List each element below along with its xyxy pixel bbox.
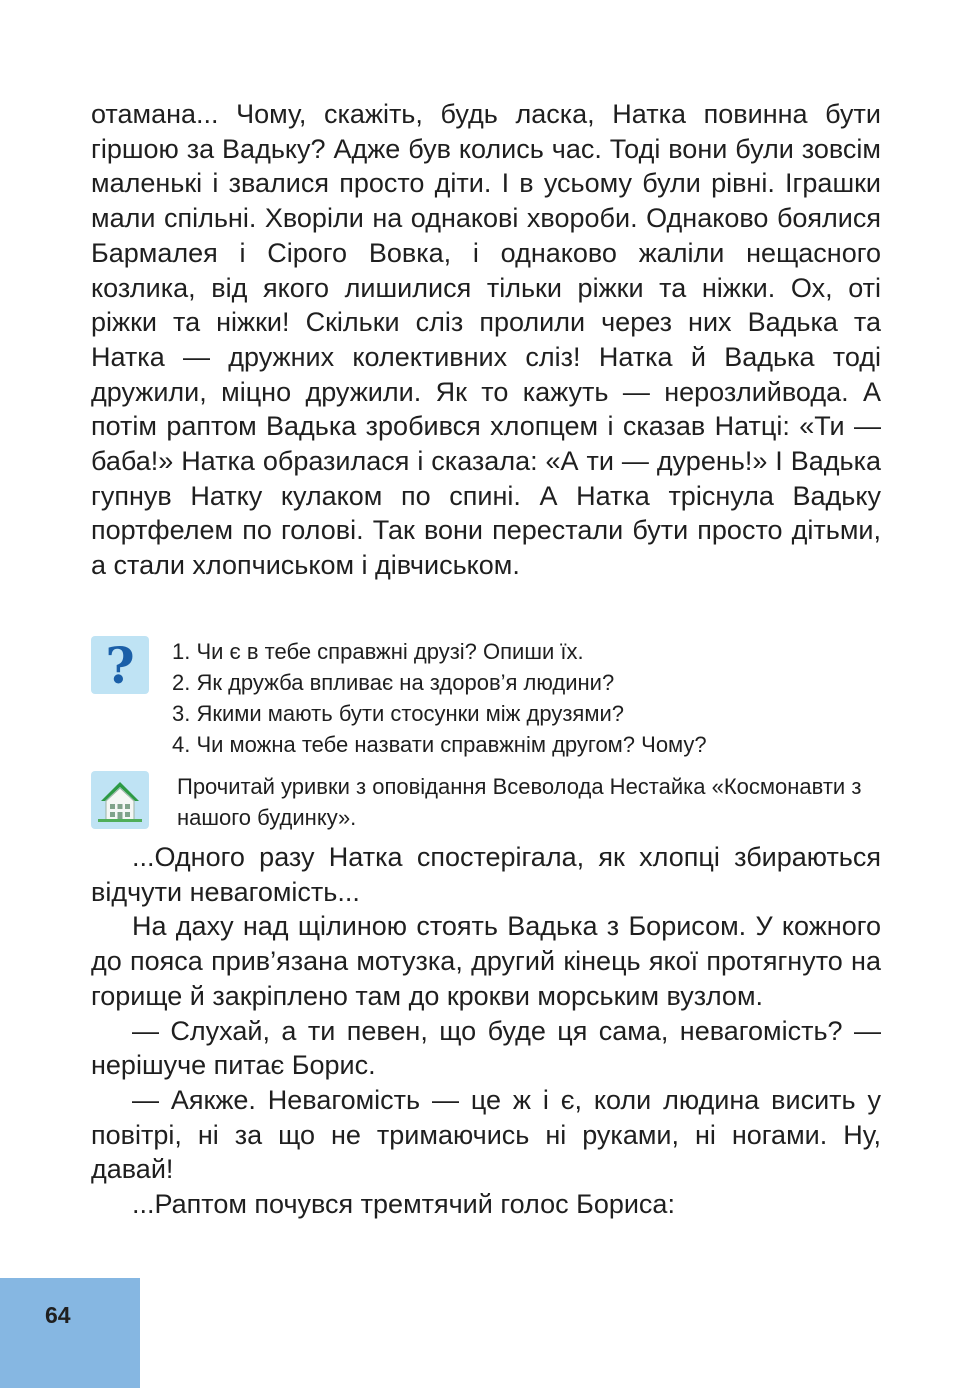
story-text-block: [91, 840, 881, 1222]
question-mark-icon: ?: [91, 636, 149, 694]
story-paragraph: — Аякже. Невагомість — це ж і є, коли людина висить у повітрі, ні за що не тримаючись ні руками, ні ногами. Ну, давай!: [91, 1084, 881, 1185]
page-number-tab: [0, 1278, 140, 1388]
question-item: 1. Чи є в тебе справжні друзі? Опиши їх.: [172, 639, 584, 664]
house-icon: [91, 771, 149, 829]
intro-paragraph: отамана... Чому, скажіть, будь ласка, Натка повинна бути гіршою за Вадьку? Адже був колись час. Тоді вони були зовсім маленькі і звалися просто діти. І в усьому були рівні. Іграшки мали спільні. Хворіли на однакові хвороби. Однаково боялися Бармалея і Сірого Вовка, і однаково жаліли нещасного козлика, від якого лишилися тільки ріжки та ніжки. Ох, оті ріжки та ніжки! Скільки сліз пролили через них Вадька та Натка — дружних колективних сліз! Натка й Вадька тоді дружили, міцно дружили. Як то кажуть — нерозлийвода. А потім раптом Вадька зробився хлопцем і сказав Натці: «Ти — баба!» Натка образилася і сказала: «А ти — дурень!» І Вадька гупнув Натку кулаком по спині. А Натка тріснула Вадьку портфелем по голові. Так вони перестали бути просто дітьми, а стали хлопчиськом і дівчиськом.: [91, 99, 881, 581]
questions-section: [91, 636, 881, 766]
task-instruction: Прочитай уривки з оповідання Всеволода Нестайка «Космонавти з нашого будинку».: [177, 774, 862, 830]
intro-text-block: [91, 97, 881, 583]
page-number: 64: [45, 1302, 71, 1328]
story-paragraph: — Слухай, а ти певен, що буде ця сама, невагомість? — нерішуче питає Борис.: [91, 1015, 881, 1081]
reading-task: [91, 771, 881, 831]
story-paragraph: ...Раптом почувся тремтячий голос Бориса:: [132, 1189, 675, 1220]
story-paragraph: На даху над щілиною стоять Вадька з Борисом. У кожного до пояса прив’язана мотузка, другий кінець якої протягнуто на горище й закріплено там до крокви морським вузлом.: [91, 911, 881, 1011]
question-item: 2. Як дружба впливає на здоров’я людини?: [172, 670, 615, 695]
question-item: 4. Чи можна тебе назвати справжнім другом? Чому?: [172, 732, 707, 757]
questions-list: [172, 636, 707, 760]
story-paragraph: ...Одного разу Натка спостерігала, як хлопці збираються відчути невагомість...: [91, 842, 881, 907]
question-item: 3. Якими мають бути стосунки між друзями?: [172, 701, 624, 726]
